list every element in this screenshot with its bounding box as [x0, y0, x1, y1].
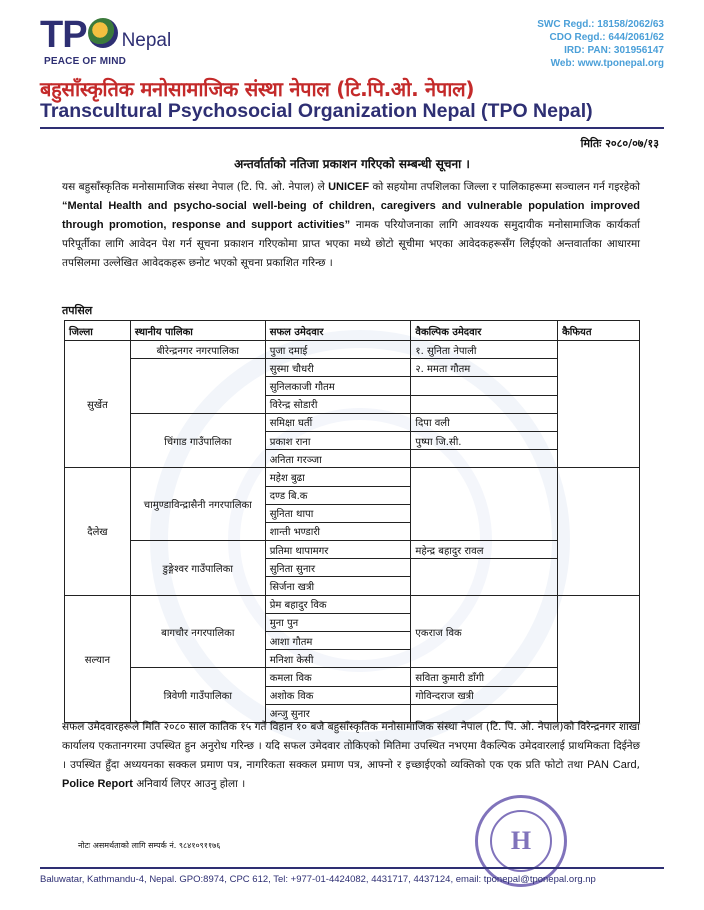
tapasil-label: तपसिल: [62, 304, 93, 317]
success-cell: मनिशा केसी: [265, 650, 411, 668]
table-header-row: [65, 321, 640, 341]
header-palika: स्थानीय पालिका: [130, 321, 265, 341]
notice-subject: अन्तर्वार्ताको नतिजा प्रकाशन गरिएको सम्बन्धी सूचना ।: [234, 157, 470, 171]
reg-web: Web: www.tponepal.org: [550, 58, 664, 69]
district-cell: दैलेख: [65, 468, 131, 595]
success-cell: मुना पुन: [265, 613, 411, 631]
district-cell: सल्यान: [65, 595, 131, 722]
instructions-comma: ,: [636, 759, 640, 771]
intro-text-3: नामक परियोजनाका लागि आवश्यक समुदायीक मनोसामाजिक कार्यकर्ता परिपूर्तीका लागि आवेदन पेश गर्न सूचना प्रकाशन गरिएकोमा प्राप्त भएका मध्ये छोटो सूचीमा भएका आवेदकहरूसँग लिईएको अन्तवार्ताका आधारमा तपसिलमा उल्लेखित आवेदकहरू छनोट भएको सूचना प्रकाशित गरिन्छ ।: [62, 219, 640, 269]
success-cell: सिर्जना खत्री: [265, 577, 411, 595]
success-cell: समिक्षा घर्ती: [265, 413, 411, 431]
seal-letter: H: [510, 826, 532, 855]
table-row: [65, 468, 640, 486]
table-row: [65, 668, 640, 686]
alternate-cell: [411, 377, 558, 395]
table-row: [65, 595, 640, 613]
logo-globe-icon: [88, 18, 118, 48]
instructions-text-2: अनिवार्य लिएर आउनु होला ।: [132, 778, 246, 790]
table-row: [65, 341, 640, 359]
success-cell: सुनिलकाजी गौतम: [265, 377, 411, 395]
logo-tp-text: TP: [40, 14, 87, 56]
notice-date: मितिः २०८०/०७/१३: [580, 137, 659, 150]
alternate-cell: [411, 395, 558, 413]
instructions-pan: PAN Card: [587, 759, 637, 771]
success-cell: प्रतिमा थापामगर: [265, 541, 411, 559]
instructions-paragraph: [62, 718, 640, 794]
table-row: [65, 359, 640, 377]
success-cell: सुस्मा चौधरी: [265, 359, 411, 377]
intro-unicef: UNICEF: [328, 181, 370, 193]
success-cell: विरेन्द्र सोडारी: [265, 395, 411, 413]
reg-swc: SWC Regd.: 18158/2062/63: [537, 19, 664, 30]
alternate-cell: २. ममता गौतम: [411, 359, 558, 377]
success-cell: सुनिता थापा: [265, 504, 411, 522]
header-success: सफल उमेदवार: [265, 321, 411, 341]
success-cell: अन्जु सुनार: [265, 704, 411, 722]
alternate-cell: गोविन्दराज खत्री: [411, 686, 558, 704]
success-cell: दण्ड बि.क: [265, 486, 411, 504]
seal-inner-ring: [490, 810, 552, 872]
palika-cell: बागचौर नगरपालिका: [130, 595, 265, 668]
reg-cdo: CDO Regd.: 644/2061/62: [549, 32, 664, 43]
intro-project-name: “Mental Health and psycho-social well-being of children, caregivers and vulnerable population improved through promotion, response and support activities”: [62, 200, 640, 231]
alternate-cell: पुष्पा जि.सी.: [411, 431, 558, 449]
alternate-cell: [411, 559, 558, 595]
instructions-police-report: Police Report: [62, 778, 133, 790]
org-name-english: Transcultural Psychosocial Organization Nepal (TPO Nepal): [40, 100, 593, 122]
success-cell: सुनिता सुनार: [265, 559, 411, 577]
instructions-text-1: सफल उमेदवारहरूले मिति २०८० साल कातिक १५ गते विहान १० बजे बहुसाँस्कृतिक मनोसामाजिक संस्था नेपाल (टि. पि. ओ. नेपाल)को विरेन्द्रनगर शाखा कार्यालय एकतानगरमा उपस्थित हुन अनुरोध गरिन्छ । यदि सफल उमेदवार तोकिएको मितिमा उपस्थित नभएमा वैकल्पिक उमेदवारलाई प्राथमिकता दिईनेछ । उपस्थित हुँदा अध्ययनका सक्कल प्रमाण पत्र, नागरिकता सक्कल प्रमाण पत्र, आफ्नो र इच्छाईएको व्यक्तिको एक एक प्रति फोटो तथा: [62, 721, 640, 771]
header-divider: [40, 127, 664, 129]
palika-cell: चामुण्डाविन्द्रासैनी नगरपालिका: [130, 468, 265, 541]
remarks-cell: [558, 341, 640, 468]
table-row: [65, 413, 640, 431]
table-row: [65, 541, 640, 559]
palika-cell: बीरेन्द्रनगर नगरपालिका: [130, 341, 265, 359]
results-table: [64, 320, 640, 723]
alternate-cell: दिपा वली: [411, 413, 558, 431]
header-remarks: कैफियत: [558, 321, 640, 341]
success-cell: प्रकाश राना: [265, 431, 411, 449]
success-cell: महेश बुढा: [265, 468, 411, 486]
remarks-cell: [558, 468, 640, 595]
logo-tagline: PEACE OF MIND: [44, 56, 127, 67]
success-cell: आशा गौतम: [265, 632, 411, 650]
header-alternate: वैकल्पिक उमेदवार: [411, 321, 558, 341]
alternate-cell: महेन्द्र बहादुर रावल: [411, 541, 558, 559]
intro-paragraph: [62, 178, 640, 273]
intro-text-2: को सहयोमा तपशिलका जिल्ला र पालिकाहरूमा सञ्चालन गर्न गइरहेको: [369, 181, 641, 193]
palika-cell-empty: [130, 359, 265, 414]
org-name-nepali: बहुसाँस्कृतिक मनोसामाजिक संस्था नेपाल (टि.पि.ओ. नेपाल): [40, 77, 475, 101]
footer-address: Baluwatar, Kathmandu-4, Nepal. GPO:8974, CPC 612, Tel: +977-01-4424082, 4431717, 4437124, email: tponepal@tponepal.org.np: [40, 874, 596, 885]
success-cell: शान्ती भण्डारी: [265, 522, 411, 540]
success-cell: अनिता गरञ्जा: [265, 450, 411, 468]
contact-note: नोटः असमर्थताको लागि सम्पर्क नं. ९८४१०९११७६: [78, 841, 221, 850]
intro-text-1: यस बहुसाँस्कृतिक मनोसामाजिक संस्था नेपाल (टि. पि. ओ. नेपाल) ले: [62, 181, 329, 193]
alternate-cell: एकराज विक: [411, 595, 558, 668]
logo-nepal-text: Nepal: [121, 29, 172, 51]
remarks-cell: [558, 595, 640, 722]
success-cell: पुजा दमाई: [265, 341, 411, 359]
palika-cell: त्रिवेणी गाउँपालिका: [130, 668, 265, 723]
success-cell: कमला विक: [265, 668, 411, 686]
alternate-cell: १. सुनिता नेपाली: [411, 341, 558, 359]
success-cell: प्रेम बहादुर विक: [265, 595, 411, 613]
success-cell: अशोक विक: [265, 686, 411, 704]
palika-cell: डुङ्गेश्वर गाउँपालिका: [130, 541, 265, 596]
reg-ird: IRD: PAN: 301956147: [564, 45, 664, 56]
district-cell: सुर्खेत: [65, 341, 131, 468]
palika-cell: चिंगाड गाउँपालिका: [130, 413, 265, 468]
alternate-cell: [411, 468, 558, 541]
header-district: जिल्ला: [65, 321, 131, 341]
footer-divider: [40, 867, 664, 869]
alternate-cell: सविता कुमारी डाँगी: [411, 668, 558, 686]
registration-info: [537, 18, 664, 70]
alternate-cell: [411, 450, 558, 468]
tpo-logo: [40, 14, 171, 57]
